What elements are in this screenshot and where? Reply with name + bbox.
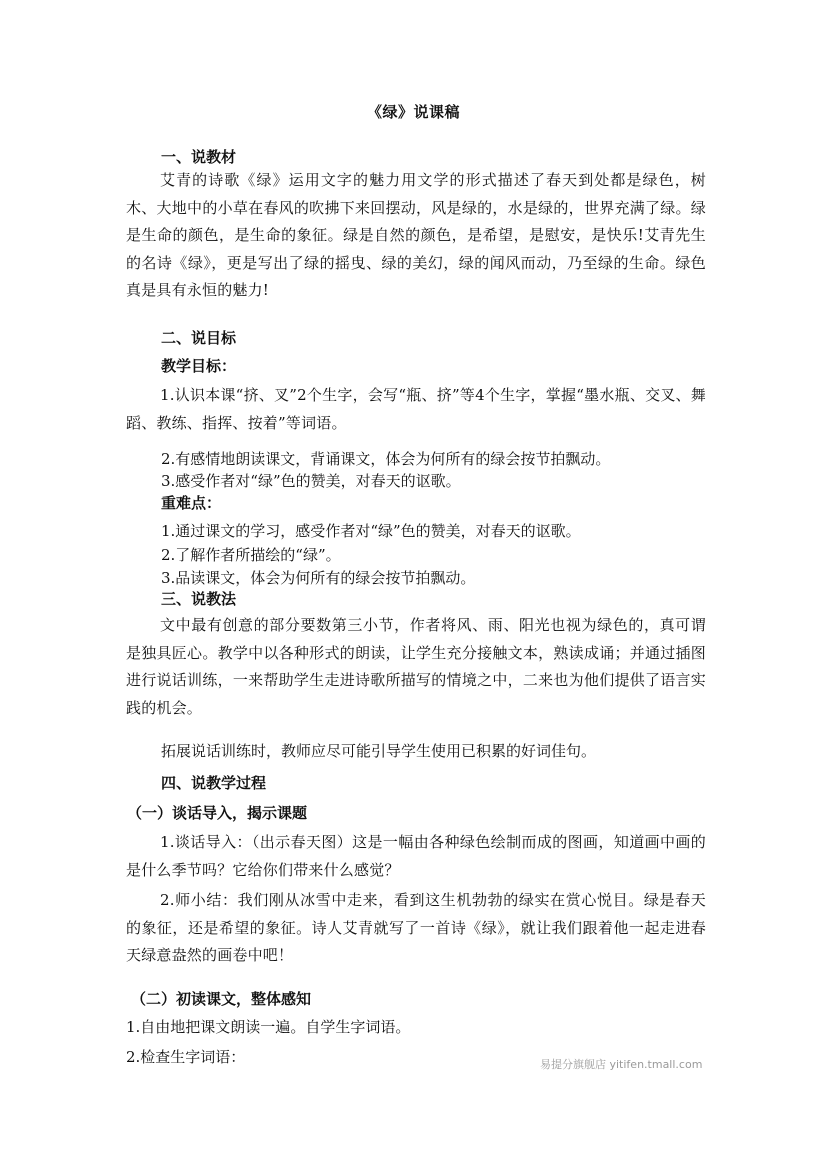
key-point-1: 1.通过课文的学习，感受作者对“绿”色的赞美，对春天的讴歌。 [161,522,581,540]
key-point-2: 2.了解作者所描绘的“绿”。 [161,546,341,564]
page-title: 《绿》说课稿 [366,103,460,121]
goal-item-2: 2.有感情地朗读课文，背诵课文，体会为何所有的绿会按节拍飘动。 [161,450,611,468]
paragraph-textbook: 艾青的诗歌《绿》运用文字的魅力用文学的形式描述了春天到处都是绿色，树木、大地中的小草在春风的吹拂下来回摆动，风是绿的，水是绿的，世界充满了绿。绿是生命的颜色，是生命的象征。绿是自然的颜色，是希望，是慰安，是快乐!艾青先生的名诗《绿》，更是写出了绿的摇曳、绿的美幻，绿的闻风而动，乃至绿的生命。绿色真是具有永恒的魅力! [126,171,706,299]
paragraph-methods-1: 文中最有创意的部分要数第三小节，作者将风、雨、阳光也视为绿色的，真可谓是独具匠心。教学中以各种形式的朗读，让学生充分接触文本，熟读成诵；并通过插图进行说话训练，一来帮助学生走进诗歌所描写的情境之中，二来也为他们提供了语言实践的机会。 [126,616,706,717]
process-step-1-item-2: 2.师小结：我们刚从冰雪中走来，看到这生机勃勃的绿实在赏心悦目。绿是春天的象征，还是希望的象征。诗人艾青就写了一首诗《绿》，就让我们跟着他一起走进春天绿意盎然的画卷中吧！ [126,891,706,964]
footer-watermark: 易提分旗舰店 yitifen.tmall.com [540,1058,703,1071]
section-heading-textbook: 一、说教材 [161,148,237,166]
paragraph-methods-2: 拓展说话训练时，教师应尽可能引导学生使用已积累的好词佳句。 [161,742,597,760]
section-heading-methods: 三、说教法 [161,590,237,608]
section-heading-goals: 二、说目标 [161,329,237,347]
process-step-2-heading: （二）初读课文，整体感知 [131,990,312,1008]
key-point-3: 3.品读课文，体会为何所有的绿会按节拍飘动。 [161,569,476,587]
subheading-key-points: 重难点： [161,494,222,512]
process-step-2-item-2: 2.检查生字词语： [126,1048,246,1066]
subheading-teaching-goals: 教学目标： [161,357,237,375]
goal-item-1: 1.认识本课“挤、叉”2个生字，会写“瓶、挤”等4个生字，掌握“墨水瓶、交叉、舞蹈、教练、指挥、按着”等词语。 [126,386,706,432]
section-heading-process: 四、说教学过程 [161,774,267,792]
process-step-1-heading: （一）谈话导入，揭示课题 [127,804,308,822]
goal-item-3: 3.感受作者对“绿”色的赞美，对春天的讴歌。 [161,472,461,490]
process-step-2-item-1: 1.自由地把课文朗读一遍。自学生字词语。 [126,1018,411,1036]
process-step-1-item-1: 1.谈话导入：（出示春天图）这是一幅由各种绿色绘制而成的图画，知道画中画的是什么季节吗？它给你们带来什么感觉？ [126,833,706,879]
